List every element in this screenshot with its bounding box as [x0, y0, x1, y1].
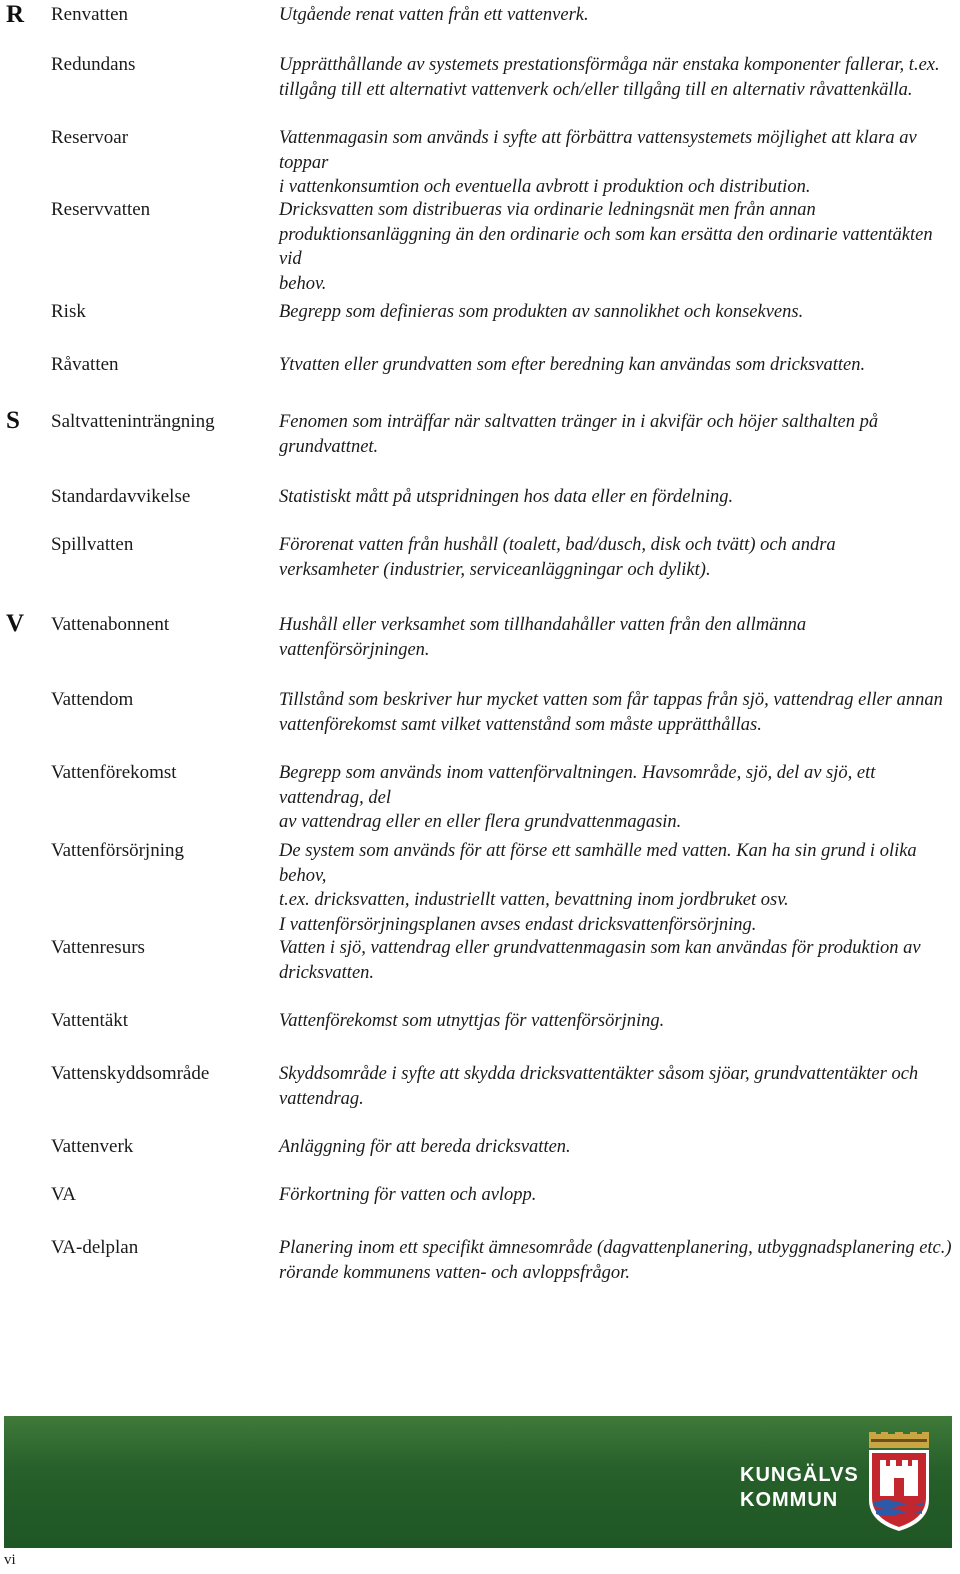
definition-standardavvikelse [279, 485, 955, 510]
definition-line: Anläggning för att bereda dricksvatten. [279, 1137, 571, 1157]
definition-line: vattendrag. [279, 1088, 364, 1109]
definition-va-delplan [279, 1236, 955, 1285]
definition-line: Fenomen som inträffar när saltvatten tränger in i akvifär och höjer salthalten på [279, 412, 879, 432]
term-saltvatteninträngning: Saltvatteninträngning [51, 411, 215, 432]
kungalv-crest-icon [866, 1432, 932, 1532]
definition-renvatten [279, 3, 955, 28]
definition-line: Tillstånd som beskriver hur mycket vatten som får tappas från sjö, vattendrag eller annan [279, 690, 943, 710]
definition-line: Statistiskt mått på utspridningen hos data eller en fördelning. [279, 487, 734, 507]
term-redundans: Redundans [51, 54, 136, 75]
logo-line-kungalvs: KUNGÄLVS [740, 1464, 859, 1486]
definition-line: Förkortning för vatten och avlopp. [279, 1185, 537, 1205]
definition-line: De system som används för att förse ett samhälle med vatten. Kan ha sin grund i olika behov, [279, 841, 917, 886]
term-vattendom: Vattendom [51, 689, 134, 710]
term-vattenabonnent: Vattenabonnent [51, 614, 170, 635]
definition-line: t.ex. dricksvatten, industriellt vatten, bevattning inom jordbruket osv. [279, 890, 789, 910]
definition-line: Förorenat vatten från hushåll (toalett, bad/dusch, disk och tvätt) och andra [279, 535, 836, 555]
definition-line: Begrepp som används inom vattenförvaltningen. Havsområde, sjö, del av sjö, ett vattendrag, del [279, 763, 876, 808]
definition-line: Vatten i sjö, vattendrag eller grundvattenmagasin som kan användas för produktion av [279, 938, 921, 958]
definition-vattenforekomst [279, 761, 955, 835]
term-risk: Risk [51, 301, 86, 322]
definition-line: Vattenmagasin som används i syfte att förbättra vattensystemets möjlighet att klara av toppar [279, 128, 917, 173]
definition-line: Dricksvatten som distribueras via ordinarie ledningsnät men från annan [279, 200, 816, 220]
section-letter-s: S [6, 407, 20, 434]
definition-line: Utgående renat vatten från ett vattenverk. [279, 5, 589, 25]
section-letter-v: V [6, 610, 25, 637]
definition-redundans [279, 53, 955, 102]
municipality-logo-text [740, 1463, 858, 1513]
definition-line: vattenförekomst samt vilket vattenstånd som måste upprätthållas. [279, 714, 762, 735]
definition-line: Hushåll eller verksamhet som tillhandahåller vatten från den allmänna [279, 615, 807, 635]
definition-line: Ytvatten eller grundvatten som efter beredning kan användas som dricksvatten. [279, 355, 866, 375]
definition-reservoar [279, 126, 955, 200]
definition-line: tillgång till ett alternativt vattenverk och/eller tillgång till en alternativ råvattenkälla. [279, 79, 913, 100]
definition-saltvatteninträngning [279, 410, 955, 459]
definition-line: Vattenförekomst som utnyttjas för vattenförsörjning. [279, 1011, 665, 1031]
definition-vattenskyddsomrade [279, 1062, 955, 1111]
definition-line: Skyddsområde i syfte att skydda dricksvattentäkter såsom sjöar, grundvattentäkter och [279, 1064, 919, 1084]
definition-vattentakt [279, 1009, 955, 1034]
page-number: vi [4, 1552, 16, 1568]
term-va-delplan: VA-delplan [51, 1237, 139, 1258]
definition-vattenforsorjning [279, 839, 955, 937]
definition-line: vattenförsörjningen. [279, 639, 430, 660]
term-ravatten: Råvatten [51, 354, 119, 375]
term-vattenverk: Vattenverk [51, 1136, 134, 1157]
definition-vattenresurs [279, 936, 955, 985]
section-letter-r: R [6, 1, 25, 28]
definition-line: dricksvatten. [279, 962, 375, 983]
definition-va [279, 1183, 955, 1208]
term-vattentakt: Vattentäkt [51, 1010, 129, 1031]
term-standardavvikelse: Standardavvikelse [51, 486, 191, 507]
term-vattenresurs: Vattenresurs [51, 937, 145, 958]
definition-vattenabonnent [279, 613, 955, 662]
term-vattenforsorjning: Vattenförsörjning [51, 840, 184, 861]
definition-vattendom [279, 688, 955, 737]
definition-vattenverk [279, 1135, 955, 1160]
term-reservoar: Reservoar [51, 127, 129, 148]
definition-line: av vattendrag eller en eller flera grundvattenmagasin. [279, 812, 682, 832]
definition-line: behov. [279, 273, 327, 294]
definition-spillvatten [279, 533, 955, 582]
term-va: VA [51, 1184, 76, 1205]
definition-line: i vattenkonsumtion och eventuella avbrott i produktion och distribution. [279, 177, 811, 197]
term-vattenskyddsomrade: Vattenskyddsområde [51, 1063, 210, 1084]
logo-line-kommun: KOMMUN [740, 1489, 839, 1511]
definition-ravatten [279, 353, 955, 378]
definition-line: Planering inom ett specifikt ämnesområde (dagvattenplanering, utbyggnadsplanering etc.) [279, 1238, 952, 1258]
definition-line: I vattenförsörjningsplanen avses endast dricksvattenförsörjning. [279, 914, 757, 935]
term-spillvatten: Spillvatten [51, 534, 134, 555]
definition-risk [279, 300, 955, 325]
definition-line: rörande kommunens vatten- och avloppsfrågor. [279, 1262, 630, 1283]
definition-reservvatten [279, 198, 955, 296]
term-reservvatten: Reservvatten [51, 199, 151, 220]
definition-line: verksamheter (industrier, serviceanläggningar och dylikt). [279, 559, 711, 580]
definition-line: grundvattnet. [279, 436, 379, 457]
term-renvatten: Renvatten [51, 4, 129, 25]
definition-line: produktionsanläggning än den ordinarie och som kan ersätta den ordinarie vattentäkten vid [279, 224, 933, 269]
definition-line: Upprätthållande av systemets prestationsförmåga när enstaka komponenter fallerar, t.ex. [279, 55, 940, 75]
definition-line: Begrepp som definieras som produkten av sannolikhet och konsekvens. [279, 302, 804, 322]
term-vattenforekomst: Vattenförekomst [51, 762, 177, 783]
